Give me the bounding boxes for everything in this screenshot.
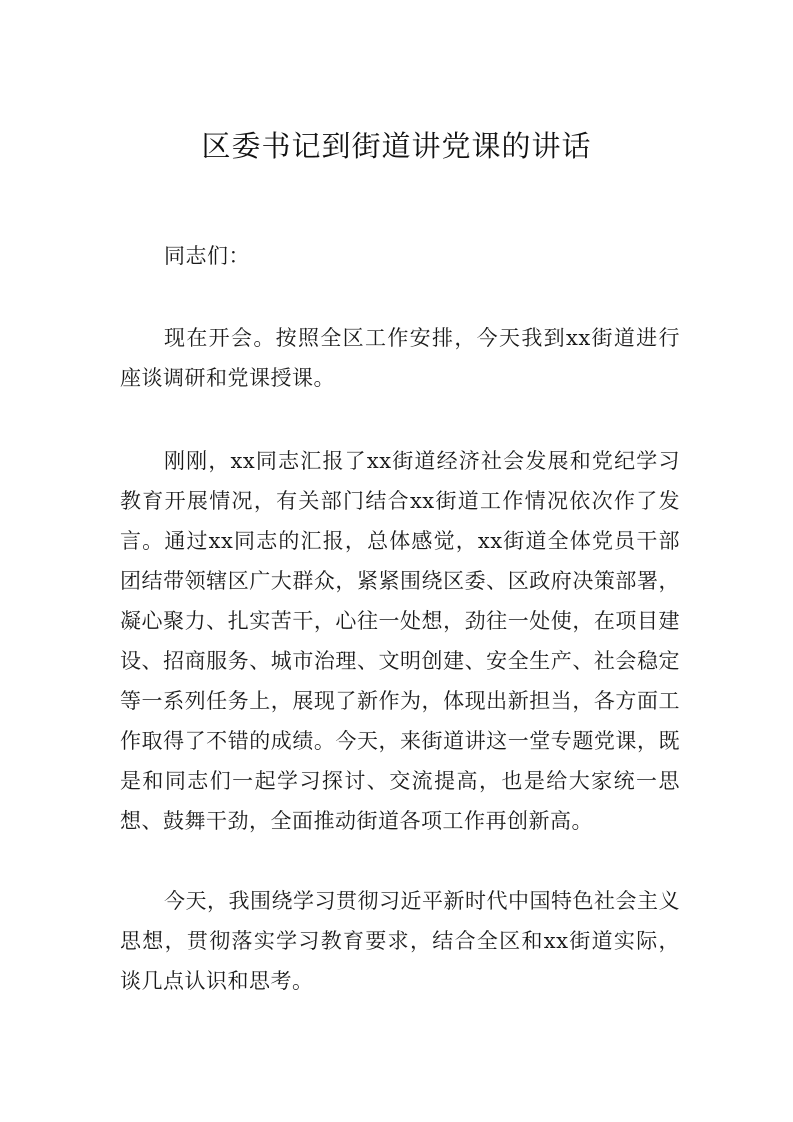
paragraph-topic-intro: 今天，我围绕学习贯彻习近平新时代中国特色社会主义思想，贯彻落实学习教育要求，结合全区和xx街道实际，谈几点认识和思考。: [120, 889, 680, 993]
document-title: 区委书记到街道讲党课的讲话: [201, 129, 592, 163]
paragraph-report-summary: 刚刚，xx同志汇报了xx街道经济社会发展和党纪学习教育开展情况，有关部门结合xx街道工作情况依次作了发言。通过xx同志的汇报，总体感觉，xx街道全体党员干部团结带领辖区广大群众，紧紧围绕区委、区政府决策部署，凝心聚力、扎实苦干，心往一处想，劲往一处使，在项目建设、招商服务、城市治理、文明创建、安全生产、社会稳定等一系列任务上，展现了新作为，体现出新担当，各方面工作取得了不错的成绩。今天，来街道讲这一堂专题党课，既是和同志们一起学习探讨、交流提高，也是给大家统一思想、鼓舞干劲，全面推动街道各项工作再创新高。: [120, 449, 680, 833]
salutation: 同志们：: [164, 244, 250, 268]
paragraph-opening: 现在开会。按照全区工作安排，今天我到xx街道进行座谈调研和党课授课。: [120, 326, 680, 390]
